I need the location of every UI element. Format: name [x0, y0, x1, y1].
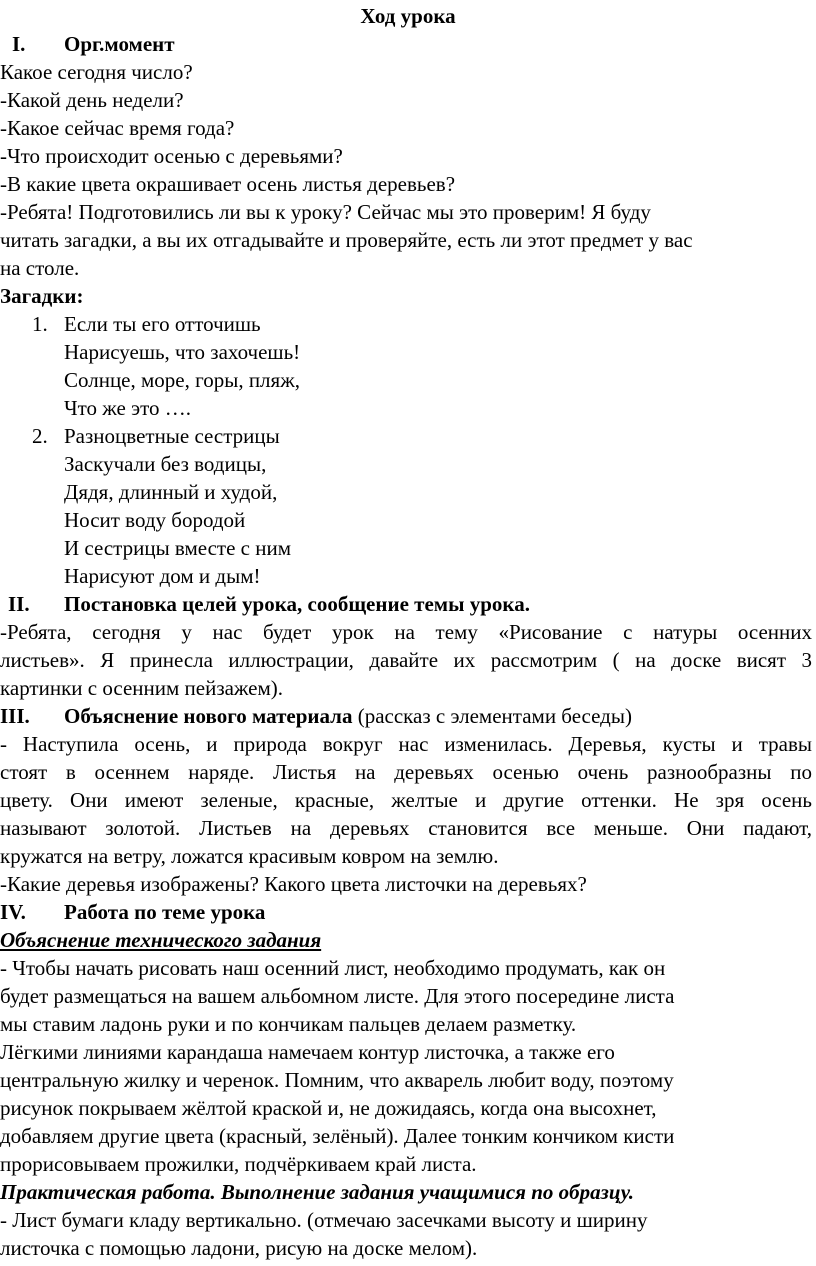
section-1-line: -Какой день недели? — [0, 88, 184, 112]
section-1-heading: Орг.момент — [64, 32, 175, 56]
riddle-line: Что же это …. — [64, 396, 192, 420]
riddles-heading: Загадки: — [0, 284, 84, 308]
section-4-number: IV. — [0, 900, 26, 924]
section-3-line: цвету. Они имеют зеленые, красные, желтые и другие оттенки. Не зря осень — [0, 788, 812, 812]
section-3-line: - Наступила осень, и природа вокруг нас изменилась. Деревья, кусты и травы — [0, 732, 812, 756]
section-4-line: - Чтобы начать рисовать наш осенний лист, необходимо продумать, как он — [0, 956, 666, 980]
page-title: Ход урока — [360, 4, 456, 28]
section-1-line: Какое сегодня число? — [0, 60, 193, 84]
riddle-line: Заскучали без водицы, — [64, 452, 267, 476]
practice-line: - Лист бумаги кладу вертикально. (отмечаю засечками высоту и ширину — [0, 1208, 648, 1232]
section-4-line: Лёгкими линиями карандаша намечаем контур листочка, а также его — [0, 1040, 615, 1064]
section-3-line: кружатся на ветру, ложатся красивым ковром на землю. — [0, 844, 499, 868]
section-3-line: называют золотой. Листьев на деревьях становится все меньше. Они падают, — [0, 816, 812, 840]
practice-line: листочка с помощью ладони, рисую на доске мелом). — [0, 1236, 478, 1260]
riddle-line: И сестрицы вместе с ним — [64, 536, 292, 560]
section-3-heading-line — [64, 702, 632, 730]
section-1-line: -Какое сейчас время года? — [0, 116, 235, 140]
section-1-line: -В какие цвета окрашивает осень листья деревьев? — [0, 172, 456, 196]
riddle-line: Нарисуют дом и дым! — [64, 564, 261, 588]
section-2-line: -Ребята, сегодня у нас будет урок на тему «Рисование с натуры осенних — [0, 620, 812, 644]
section-3-number: III. — [0, 704, 30, 728]
section-2-number: II. — [8, 592, 30, 616]
section-1-number: I. — [12, 32, 26, 56]
riddle-line: Если ты его отточишь — [64, 312, 261, 336]
riddle-line: Солнце, море, горы, пляж, — [64, 368, 300, 392]
section-1-line: -Что происходит осенью с деревьями? — [0, 144, 343, 168]
section-3-note: (рассказ с элементами беседы) — [352, 704, 632, 728]
practice-heading: Практическая работа. Выполнение задания учащимися по образцу. — [0, 1180, 634, 1204]
section-4-subheading: Объяснение технического задания — [0, 928, 322, 952]
riddle-2-number: 2. — [32, 424, 48, 448]
riddle-line: Нарисуешь, что захочешь! — [64, 340, 301, 364]
riddle-1-number: 1. — [32, 312, 48, 336]
section-3-line: стоят в осеннем наряде. Листья на деревьях осенью очень разнообразны по — [0, 760, 812, 784]
section-4-line: прорисовываем прожилки, подчёркиваем край листа. — [0, 1152, 477, 1176]
section-4-heading: Работа по теме урока — [64, 900, 266, 924]
section-1-line: -Ребята! Подготовились ли вы к уроку? Сейчас мы это проверим! Я буду — [0, 200, 651, 224]
riddle-line: Носит воду бородой — [64, 508, 246, 532]
section-2-heading: Постановка целей урока, сообщение темы урока. — [64, 592, 530, 616]
section-3-line: -Какие деревья изображены? Какого цвета листочки на деревьях? — [0, 872, 587, 896]
section-2-line: картинки с осенним пейзажем). — [0, 676, 284, 700]
section-4-line: мы ставим ладонь руки и по кончикам пальцев делаем разметку. — [0, 1012, 577, 1036]
riddle-line: Разноцветные сестрицы — [64, 424, 280, 448]
section-1-line: на столе. — [0, 256, 80, 280]
section-3-heading: Объяснение нового материала — [64, 704, 353, 728]
section-4-line: центральную жилку и черенок. Помним, что акварель любит воду, поэтому — [0, 1068, 674, 1092]
section-4-line: будет размещаться на вашем альбомном листе. Для этого посередине листа — [0, 984, 675, 1008]
section-4-line: добавляем другие цвета (красный, зелёный). Далее тонким кончиком кисти — [0, 1124, 675, 1148]
section-2-line: листьев». Я принесла иллюстрации, давайте их рассмотрим ( на доске висят 3 — [0, 648, 812, 672]
section-1-line: читать загадки, а вы их отгадывайте и проверяйте, есть ли этот предмет у вас — [0, 228, 693, 252]
section-4-line: рисунок покрываем жёлтой краской и, не дожидаясь, когда она высохнет, — [0, 1096, 657, 1120]
riddle-line: Дядя, длинный и худой, — [64, 480, 278, 504]
